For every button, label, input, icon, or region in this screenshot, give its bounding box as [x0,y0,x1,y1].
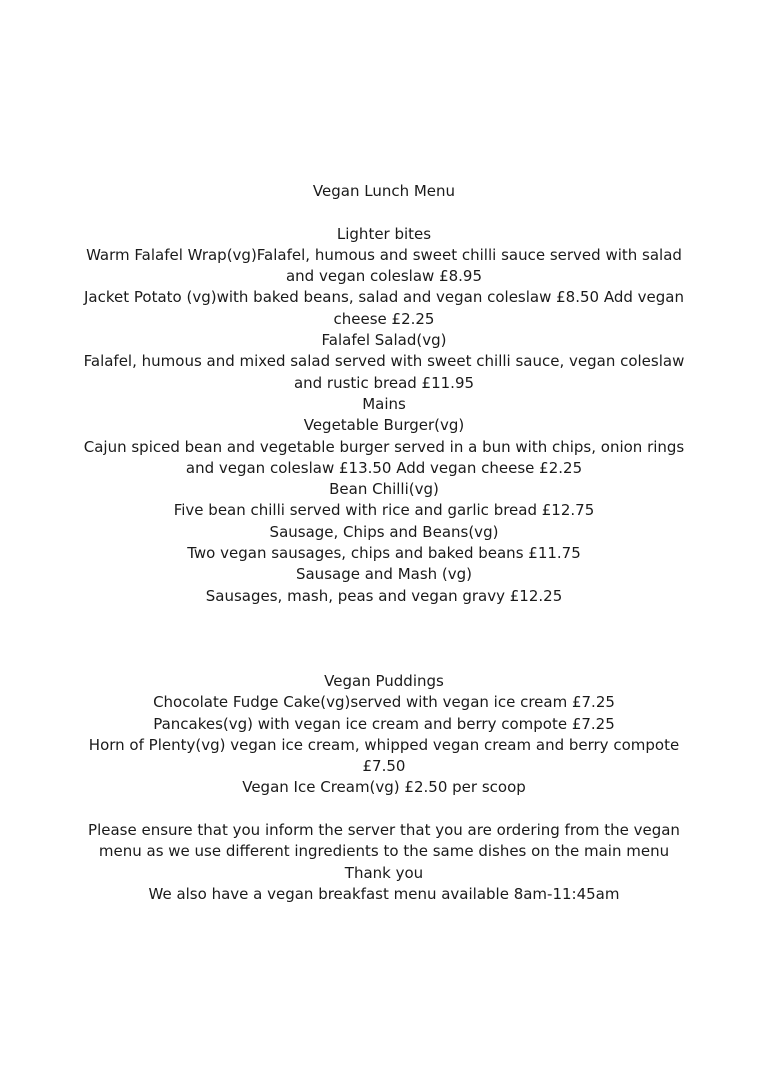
salad-item-line2: and rustic bread £11.95 [293,373,475,392]
chilli-item-desc: Five bean chilli served with rice and garlic bread £12.75 [173,501,595,520]
cake-item: Chocolate Fudge Cake(vg)served with vegan ice cream £7.25 [153,693,615,712]
spacer [80,202,688,223]
sausage-item-desc: Two vegan sausages, chips and baked beans £11.75 [187,544,581,563]
burger-item-name: Vegetable Burger(vg) [303,416,465,435]
wrap-item-line1: Warm Falafel Wrap(vg)Falafel, humous and sweet chilli sauce served with salad [86,245,682,264]
mash-item-desc: Sausages, mash, peas and vegan gravy £12.25 [205,586,563,605]
wrap-item-line2: and vegan coleslaw £8.95 [285,267,483,286]
potato-item-line1: Jacket Potato (vg)with baked beans, salad and vegan coleslaw £8.50 Add vegan [84,288,684,307]
puddings-heading: Vegan Puddings [324,672,444,690]
potato-item-line2: cheese £2.25 [333,309,435,328]
menu-title: Vegan Lunch Menu [312,182,456,200]
breakfast-note: We also have a vegan breakfast menu available 8am-11:45am [148,884,620,903]
mains-heading: Mains [362,394,406,413]
salad-item-line1: Falafel, humous and mixed salad served with sweet chilli sauce, vegan coleslaw [83,352,685,371]
sausage-item-name: Sausage, Chips and Beans(vg) [269,522,499,541]
burger-item-line1: Cajun spiced bean and vegetable burger served in a bun with chips, onion rings [83,437,685,456]
notice-line1: Please ensure that you inform the server that you are ordering from the vegan [88,821,680,839]
chilli-item-name: Bean Chilli(vg) [329,480,439,499]
horn-item-line1: Horn of Plenty(vg) vegan ice cream, whipped vegan cream and berry compote [88,735,680,754]
mash-item-name: Sausage and Mash (vg) [295,565,473,584]
thank-you-text: Thank you [344,863,424,882]
horn-item-line2: £7.50 [362,757,406,776]
notice-line2: menu as we use different ingredients to the same dishes on the main menu [98,842,670,861]
pancakes-item: Pancakes(vg) with vegan ice cream and berry compote £7.25 [153,714,615,733]
notice-section [80,820,688,905]
lunch-menu-section [80,181,688,607]
lighter-bites-heading: Lighter bites [336,224,432,243]
ice-cream-item: Vegan Ice Cream(vg) £2.50 per scoop [242,778,526,797]
burger-item-line2: and vegan coleslaw £13.50 Add vegan cheese £2.25 [185,458,583,477]
salad-item-name: Falafel Salad(vg) [321,331,447,350]
puddings-section [80,671,688,799]
